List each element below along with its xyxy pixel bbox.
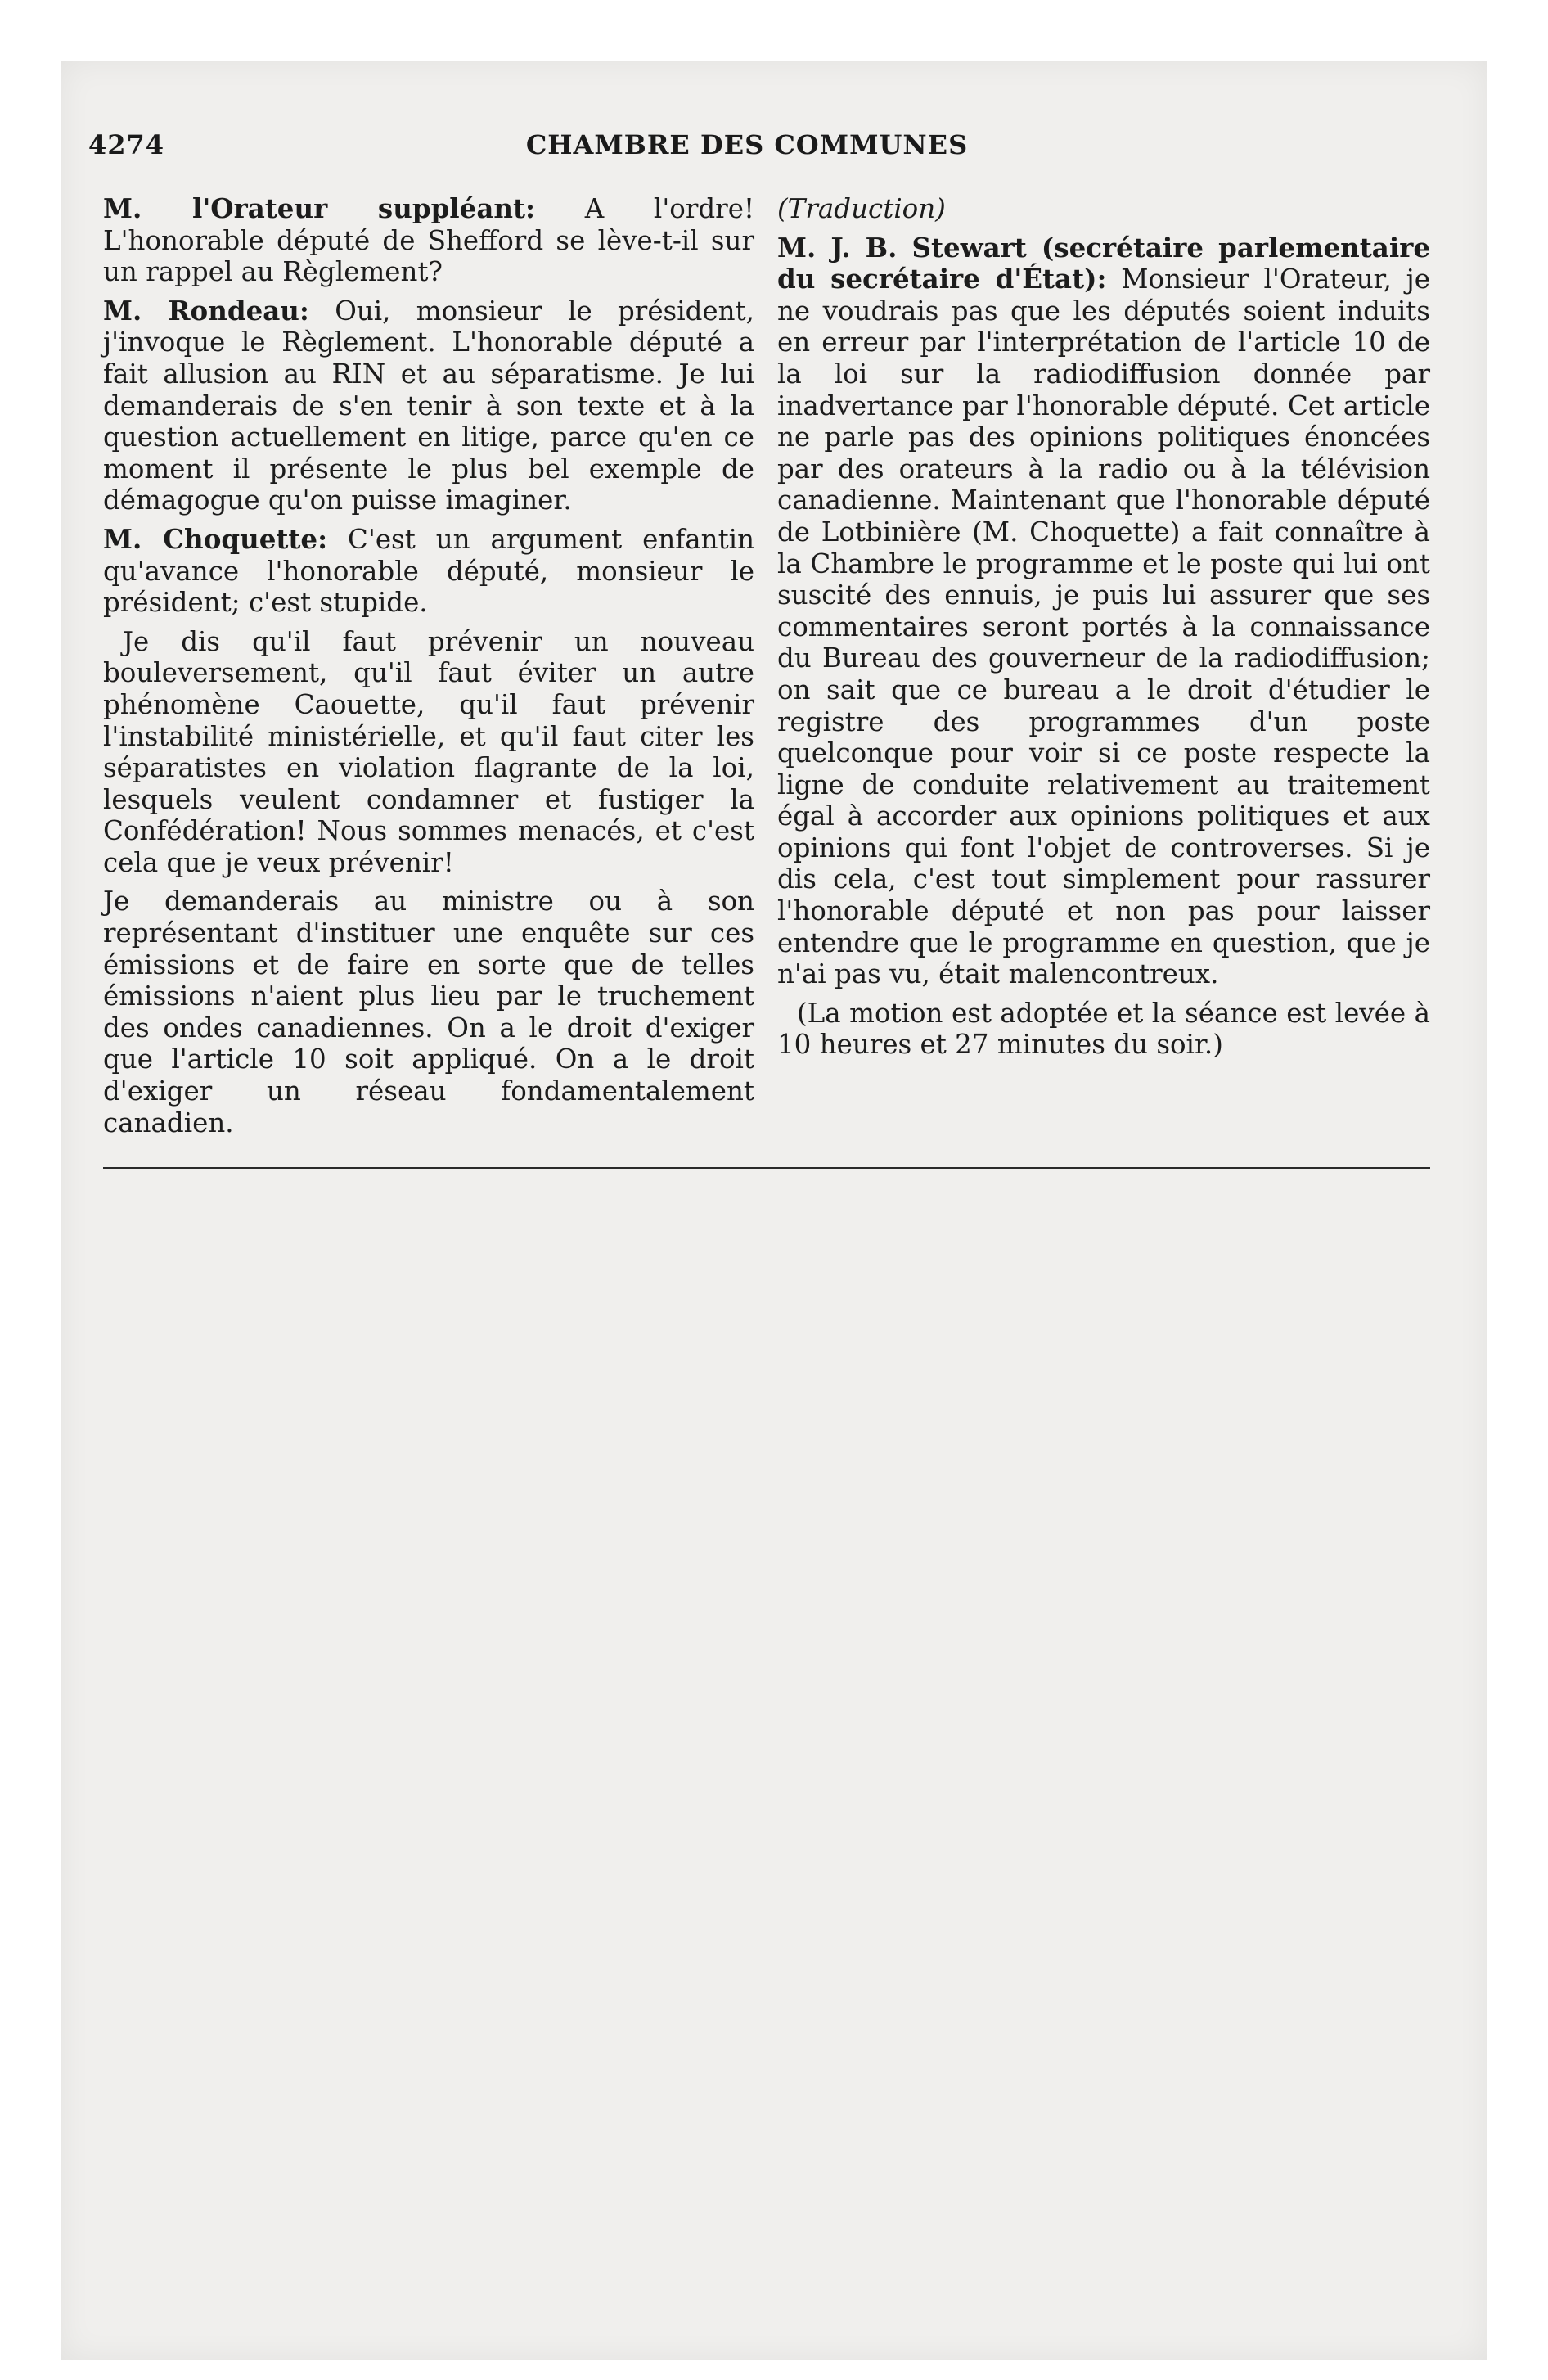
left-column <box>103 193 754 1146</box>
page-header <box>88 129 1406 170</box>
speech-text: Monsieur l'Orateur, je ne voudrais pas que les députés soient induits en erreur par l'interprétation de l'article 10 de la loi sur la radiodiffusion donnée par inadvertance par l'honorable député. Cet article ne parle pas des opinions politiques énoncées par des orateurs à la radio ou à la télévision canadienne. Maintenant que l'honorable député de Lotbinière (M. Choquette) a fait connaître à la Chambre le programme et le poste qui lui ont suscité des ennuis, je puis lui assurer que ses commentaires seront portés à la connaissance du Bureau des gouverneur de la radiodiffusion; on sait que ce bureau a le droit d'étudier le registre des programmes d'un poste quelconque pour voir si ce poste respecte la ligne de conduite relativement au traitement égal à accorder aux opinions politiques et aux opinions qui font l'objet de controverses. Si je dis cela, c'est tout simplement pour rassurer l'honorable député et non pas pour laisser entendre que le programme en question, que je n'ai pas vu, était malencontreux. <box>777 264 1430 990</box>
paragraph: Je dis qu'il faut prévenir un nouveau bouleversement, qu'il faut éviter un autre phénomène Caouette, qu'il faut prévenir l'instabilité ministérielle, et qu'il faut citer les séparatistes en violation flagrante de la loi, lesquels veulent condamner et fustiger la Confédération! Nous sommes menacés, et c'est cela que je veux prévenir! <box>103 625 754 878</box>
running-title: CHAMBRE DES COMMUNES <box>525 129 969 160</box>
speech-text: Oui, monsieur le président, j'invoque le Règlement. L'honorable député a fait allusion au RIN et au séparatisme. Je lui demanderais de s'en tenir à son texte et à la question actuellement en litige, parce qu'en ce moment il présente le plus bel exemple de démagogue qu'on puisse imaginer. <box>103 295 754 516</box>
paragraph <box>103 193 754 288</box>
page-number: 4274 <box>88 129 165 160</box>
speaker-name: M. J. B. Stewart (secrétaire parlementaire du secrétaire d'État): <box>777 231 1430 295</box>
paragraph <box>103 524 754 619</box>
right-column <box>777 193 1430 1068</box>
speech-text: C'est un argument enfantin qu'avance l'honorable député, monsieur le président; c'est stupide. <box>103 523 754 619</box>
speech-text: A l'ordre! L'honorable député de Shefford se lève-t-il sur un rappel au Règlement? <box>103 193 755 288</box>
speaker-name: M. Choquette: <box>103 522 328 555</box>
paragraph: Je demanderais au ministre ou à son représentant d'instituer une enquête sur ces émissions et de faire en sorte que de telles émissions n'aient plus lieu par le truchement des ondes canadiennes. On a le droit d'exiger que l'article 10 soit appliqué. On a le droit d'exiger un réseau fondamentalement canadien. <box>103 886 754 1138</box>
section-divider <box>103 1167 1430 1169</box>
paragraph: (La motion est adoptée et la séance est levée à 10 heures et 27 minutes du soir.) <box>777 997 1430 1061</box>
paragraph <box>103 295 754 516</box>
translation-note: (Traduction) <box>777 193 946 224</box>
speaker-name: M. Rondeau: <box>103 294 309 327</box>
speaker-name: M. l'Orateur suppléant: <box>103 192 536 224</box>
paragraph <box>777 232 1430 990</box>
